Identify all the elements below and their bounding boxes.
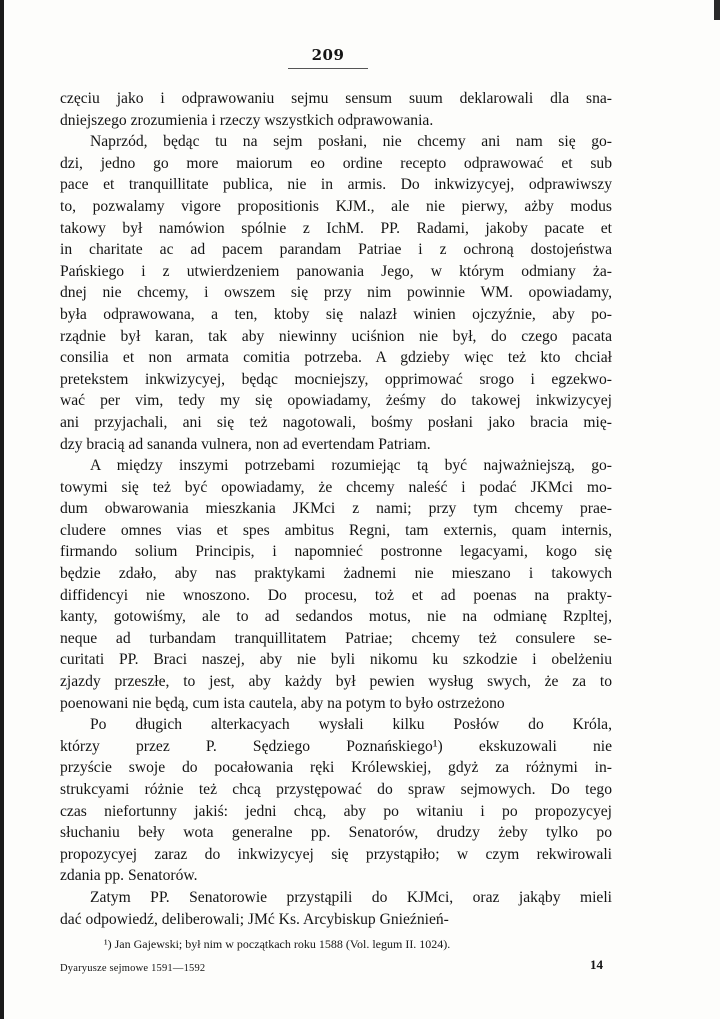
text-line: in charitate ac ad pacem parandam Patriae i z ochroną dostojeństwa	[60, 241, 612, 259]
text-line: strukcyami różnie też chcą przystępować do spraw sejmowych. Do tego	[60, 781, 612, 798]
text-line: A między inszymi potrzebami rozumiejąc tą być najważniejszą, go-	[90, 457, 612, 475]
text-line: zdania pp. Senatorów.	[60, 867, 198, 885]
text-line: Pańskiego i z utwierdzeniem panowania Jego, w którym odmiany ża-	[60, 262, 612, 280]
text-line: zjazdy przeszłe, to jest, aby każdy był pewien wysług swych, że za to	[60, 673, 612, 691]
text-line: czas niefortunny jakiś: jedni chcą, aby po witaniu i po propozycyej	[60, 802, 612, 820]
text-line: kanty, gotowiśmy, ale to ad sedandos motus, nie na odmianę Rzpltej,	[60, 608, 612, 626]
text-line: to, pozwalamy vigore propositionis KJM., ale nie pierwy, ażby modus	[60, 197, 612, 215]
text-line: Po długich alterkacyach wysłali kilku Posłów do Króla,	[90, 716, 612, 734]
text-line: dzi, jedno go more maiorum eo ordine recepto odprawować et sub	[60, 154, 612, 172]
text-line: pace et tranquillitate publica, nie in armis. Do inkwizycyej, odprawiwszy	[60, 176, 612, 194]
paragraph	[60, 714, 612, 887]
text-line: curitati PP. Braci naszej, aby nie byli nikomu ku szkodzie i obelżeniu	[60, 651, 612, 669]
text-line: towymi się też być opowiadamy, że chcemy naleść i podać JKMci mo-	[60, 478, 612, 496]
text-line: poenowani nie będą, cum ista cautela, aby na potym to było ostrzeżono	[60, 694, 505, 712]
footnote: ¹) Jan Gajewski; był nim w początkach roku 1588 (Vol. legum II. 1024).	[104, 937, 451, 951]
text-line: wać per vim, tedy my się opowiadamy, żeśmy do takowej inkwizycyej	[60, 392, 612, 410]
text-line: Zatym PP. Senatorowie przystąpili do KJMci, oraz jakąby mieli	[90, 888, 612, 906]
text-line: była odprawowana, a ten, ktoby się nalazł winien ojczyźnie, aby po-	[60, 305, 612, 323]
text-line: diffidencyi nie wnoszono. Do procesu, toż et ad poenas na prakty-	[60, 586, 612, 604]
paragraph	[60, 88, 612, 131]
text-line: dnej nie chcemy, i owszem się przy nim powinnie WM. opowiadamy,	[60, 284, 612, 302]
text-line: firmando solium Principis, i napomnieć postronne legacyami, kogo się	[60, 543, 612, 561]
scan-border-right	[714, 0, 720, 20]
text-line: dniejszego zrozumienia i rzeczy wszystkich odprawowania.	[60, 111, 434, 129]
text-line: cludere omnes vias et spes ambitus Regni, tam externis, quam internis,	[60, 521, 612, 539]
text-line: rządnie był karan, tak aby niewinny uciśnion nie był, do czego pacata	[60, 327, 612, 345]
footer-signature: Dyaryusze sejmowe 1591—1592	[60, 963, 206, 974]
text-line: consilia et non armata comitia potrzeba. A gdzieby więc też kto chciał	[60, 349, 612, 367]
text-line: takowy był namówion spólnie z IchM. PP. Radami, jakoby pacate et	[60, 219, 612, 237]
text-line: dać odpowiedź, deliberowali; JMć Ks. Arcybiskup Gnieźnień-	[60, 910, 449, 928]
text-line: propozycyej zaraz do inkwizycyej się przystąpiło; w czym rekwirowali	[60, 845, 612, 863]
text-line: pretekstem inkwizycyej, będąc mocniejszy, opprimować srogo i egzekwo-	[60, 370, 612, 388]
header-rule	[288, 68, 368, 69]
page-number: 209	[311, 46, 345, 64]
text-line: Naprzód, będąc tu na sejm posłani, nie chcemy ani nam się go-	[90, 133, 612, 151]
paragraph	[60, 455, 612, 714]
text-line: ani przyjachali, ani się też nagotowali, bośmy posłani jako bracia mię-	[60, 413, 612, 431]
text-line: będzie zdało, aby nas praktykami żadnemi nie mieszano i takowych	[60, 565, 612, 583]
paragraph	[60, 131, 612, 455]
text-line: neque ad turbandam tranquillitatem Patriae; chcemy też consulere se-	[60, 629, 612, 647]
text-line: słuchaniu beły wota generalne pp. Senatorów, drudzy żeby tylko po	[60, 824, 612, 842]
text-line: częciu jako i odprawowaniu sejmu sensum suum deklarowali dla sna-	[60, 90, 612, 107]
text-line: dzy bracią ad sananda vulnera, non ad evertendam Patriam.	[60, 435, 431, 453]
text-line: dum obwarowania mieszkania JKMci z nami; przy tym chcemy prae-	[60, 500, 612, 518]
footer-sheet-number: 14	[590, 957, 603, 972]
paragraph	[60, 887, 612, 930]
text-line: przyście swoje do pocałowania ręki Królewskiej, gdyż za różnymi in-	[60, 759, 612, 777]
text-line: którzy przez P. Sędziego Poznańskiego¹) ekskuzowali nie	[60, 737, 612, 755]
body-text	[60, 88, 612, 930]
scan-border-left	[0, 0, 4, 1019]
